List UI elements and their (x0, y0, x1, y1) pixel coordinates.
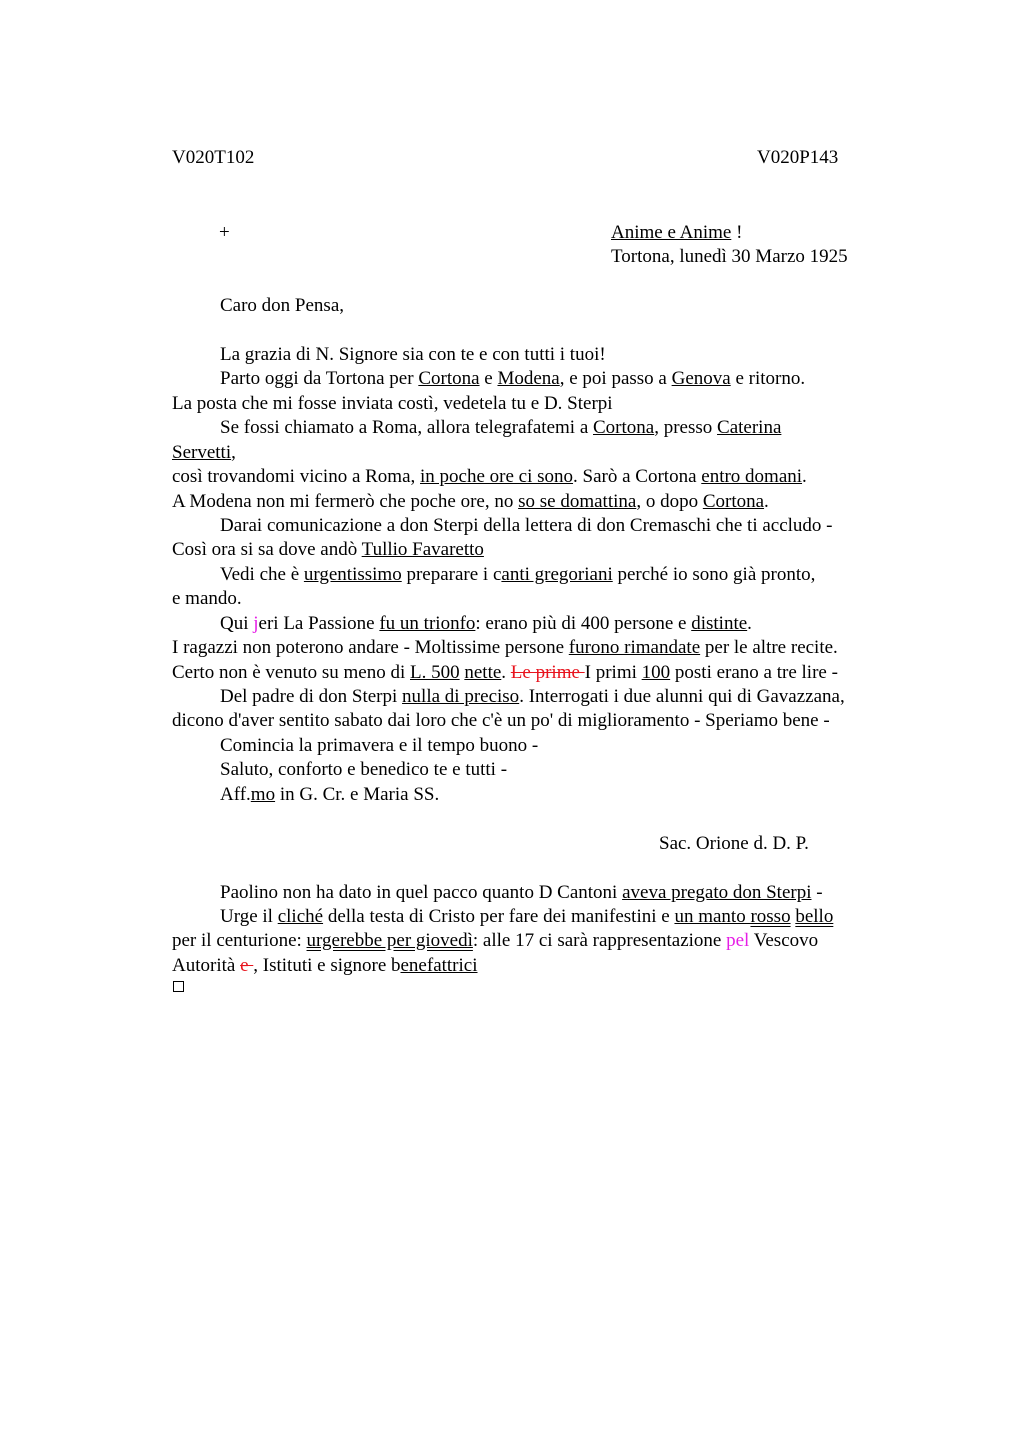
body-line: così trovandomi vicino a Roma, in poche ore ci sono. Sarò a Cortona entro domani. (172, 466, 807, 487)
deleted-text: e (240, 955, 254, 976)
postscript-line: Paolino non ha dato in quel pacco quanto D Cantoni aveva pregato don Sterpi - (220, 882, 823, 903)
body-line: Certo non è venuto su meno di L. 500 nette. Le prime I primi 100 posti erano a tre lire - (172, 662, 838, 683)
closing-line: Aff.mo in G. Cr. e Maria SS. (220, 784, 440, 805)
place-modena: Modena (497, 368, 560, 389)
salutation: Caro don Pensa, (220, 295, 345, 316)
correction-insert: j (253, 613, 259, 634)
body-line: Parto oggi da Tortona per Cortona e Modena, e poi passo a Genova e ritorno. (220, 368, 806, 389)
body-line: Darai comunicazione a don Sterpi della lettera di don Cremaschi che ti accludo - (220, 515, 833, 536)
postscript-line: Autorità e , Istituti e signore benefattrici (172, 955, 478, 976)
body-line: I ragazzi non poterono andare - Moltissime persone furono rimandate per le altre recite. (172, 637, 838, 658)
end-marker-square (173, 981, 184, 992)
body-line: Vedi che è urgentissimo preparare i canti gregoriani perché io sono già pronto, (220, 564, 816, 585)
body-line: Servetti, (172, 442, 236, 463)
body-line: Saluto, conforto e benedico te e tutti - (220, 759, 508, 780)
postscript-line: per il centurione: urgerebbe per giovedì: alle 17 ci sarà rappresentazione pel Vescovo (172, 930, 819, 951)
body-line: Del padre di don Sterpi nulla di preciso. Interrogati i due alunni qui di Gavazzana, (220, 686, 845, 707)
motto-suffix: ! (731, 222, 743, 243)
place-genova: Genova (671, 368, 731, 389)
body-line: La grazia di N. Signore sia con te e con tutti i tuoi! (220, 344, 606, 365)
correction-insert: pel (726, 930, 750, 951)
postscript-line: Urge il cliché della testa di Cristo per fare dei manifestini e un manto rosso bello (220, 906, 834, 927)
header-right-code: V020P143 (757, 147, 839, 168)
body-line: A Modena non mi fermerò che poche ore, no so se domattina, o dopo Cortona. (172, 491, 769, 512)
motto (611, 221, 742, 245)
body-line: dicono d'aver sentito sabato dai loro che c'è un po' di miglioramento - Speriamo bene - (172, 710, 830, 731)
signature: Sac. Orione d. D. P. (659, 833, 809, 854)
place-cortona: Cortona (418, 368, 480, 389)
header-left-code: V020T102 (172, 147, 255, 168)
body-line: e mando. (172, 588, 242, 609)
body-line: Qui jeri La Passione fu un trionfo: erano più di 400 persone e distinte. (220, 613, 752, 634)
body-line: Così ora si sa dove andò Tullio Favaretto (172, 539, 484, 560)
body-line: Se fossi chiamato a Roma, allora telegrafatemi a Cortona, presso Caterina (220, 417, 782, 438)
body-line: La posta che mi fosse inviata costì, vedetela tu e D. Sterpi (172, 393, 613, 414)
dateline: Tortona, lunedì 30 Marzo 1925 (611, 246, 848, 267)
deleted-text: Le prime (510, 662, 585, 683)
body-line: Comincia la primavera e il tempo buono - (220, 735, 539, 756)
cross-symbol: + (219, 222, 230, 243)
motto-text: Anime e Anime (611, 222, 732, 243)
